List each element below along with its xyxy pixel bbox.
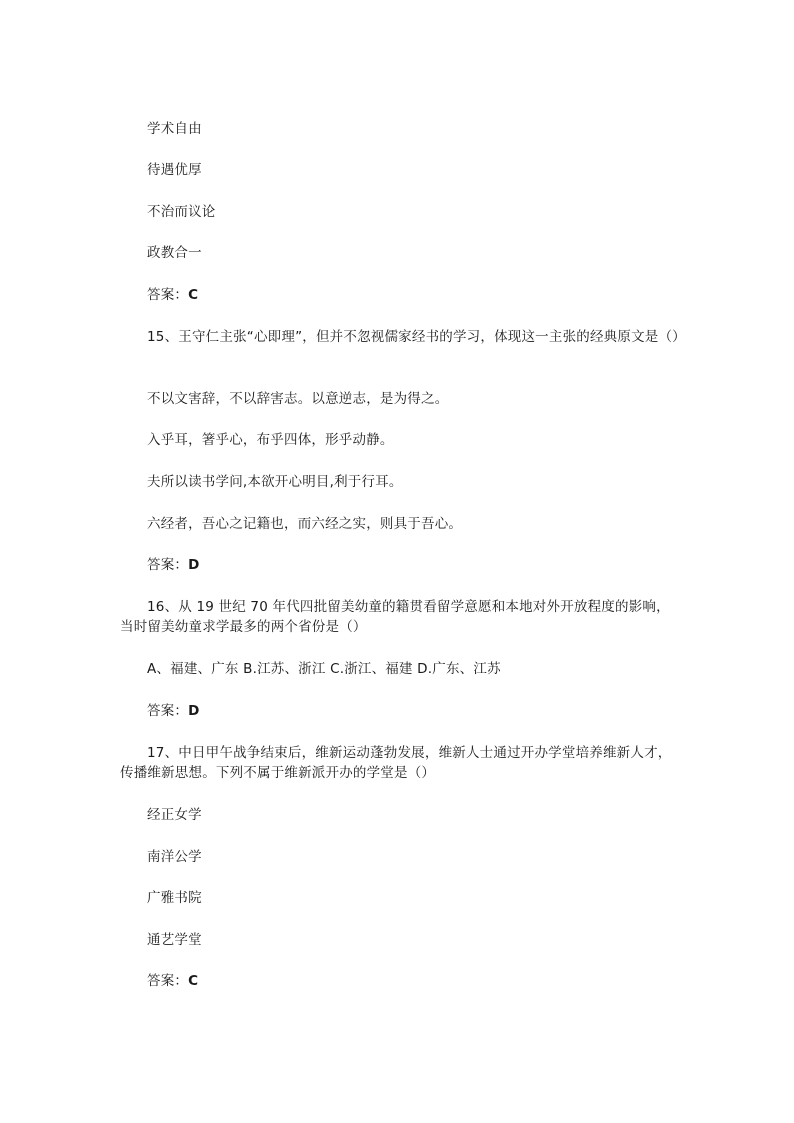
- option-text: 入乎耳，箸乎心，布乎四体，形乎动静。: [147, 432, 394, 448]
- option-text: 经正女学: [147, 807, 202, 823]
- option-text: 不治而议论: [147, 204, 216, 220]
- answer-line: [147, 555, 200, 575]
- option-text: 待遇优厚: [147, 162, 202, 178]
- option-text: 六经者，吾心之记籍也，而六经之实，则具于吾心。: [147, 516, 463, 532]
- option-text: 通艺学堂: [147, 932, 202, 948]
- question-17: 17、中日甲午战争结束后，维新运动蓬勃发展，维新人士通过开办学堂培养维新人才，传播维新思想。下列不属于维新派开办的学堂是（）: [120, 745, 672, 781]
- option-text: 学术自由: [147, 121, 202, 137]
- answer-label: 答案：: [147, 557, 189, 573]
- question-16: 16、从 19 世纪 70 年代四批留美幼童的籍贯看留学意愿和本地对外开放程度的影响，当时留美幼童求学最多的两个省份是（）: [120, 599, 670, 635]
- answer-line: [147, 701, 200, 721]
- question-15: 15、王守仁主张“心即理”，但并不忽视儒家经书的学习，体现这一主张的经典原文是（）: [147, 329, 686, 345]
- answer-value: D: [188, 703, 200, 719]
- option-text: 夫所以读书学问,本欲开心明目,利于行耳。: [147, 474, 403, 490]
- option-text: 政教合一: [147, 245, 202, 261]
- answer-label: 答案：: [147, 973, 189, 989]
- option-text: 广雅书院: [147, 890, 202, 906]
- answer-value: C: [188, 287, 199, 303]
- answer-line: [147, 971, 198, 991]
- answer-value: D: [188, 557, 200, 573]
- answer-label: 答案：: [147, 703, 189, 719]
- answer-label: 答案：: [147, 287, 189, 303]
- answer-value: C: [188, 973, 199, 989]
- option-text: 不以文害辞，不以辞害志。以意逆志，是为得之。: [147, 391, 449, 407]
- option-text: 南洋公学: [147, 849, 202, 865]
- options-inline: A、福建、广东 B.江苏、浙江 C.浙江、福建 D.广东、江苏: [147, 661, 501, 677]
- answer-line: [147, 285, 198, 305]
